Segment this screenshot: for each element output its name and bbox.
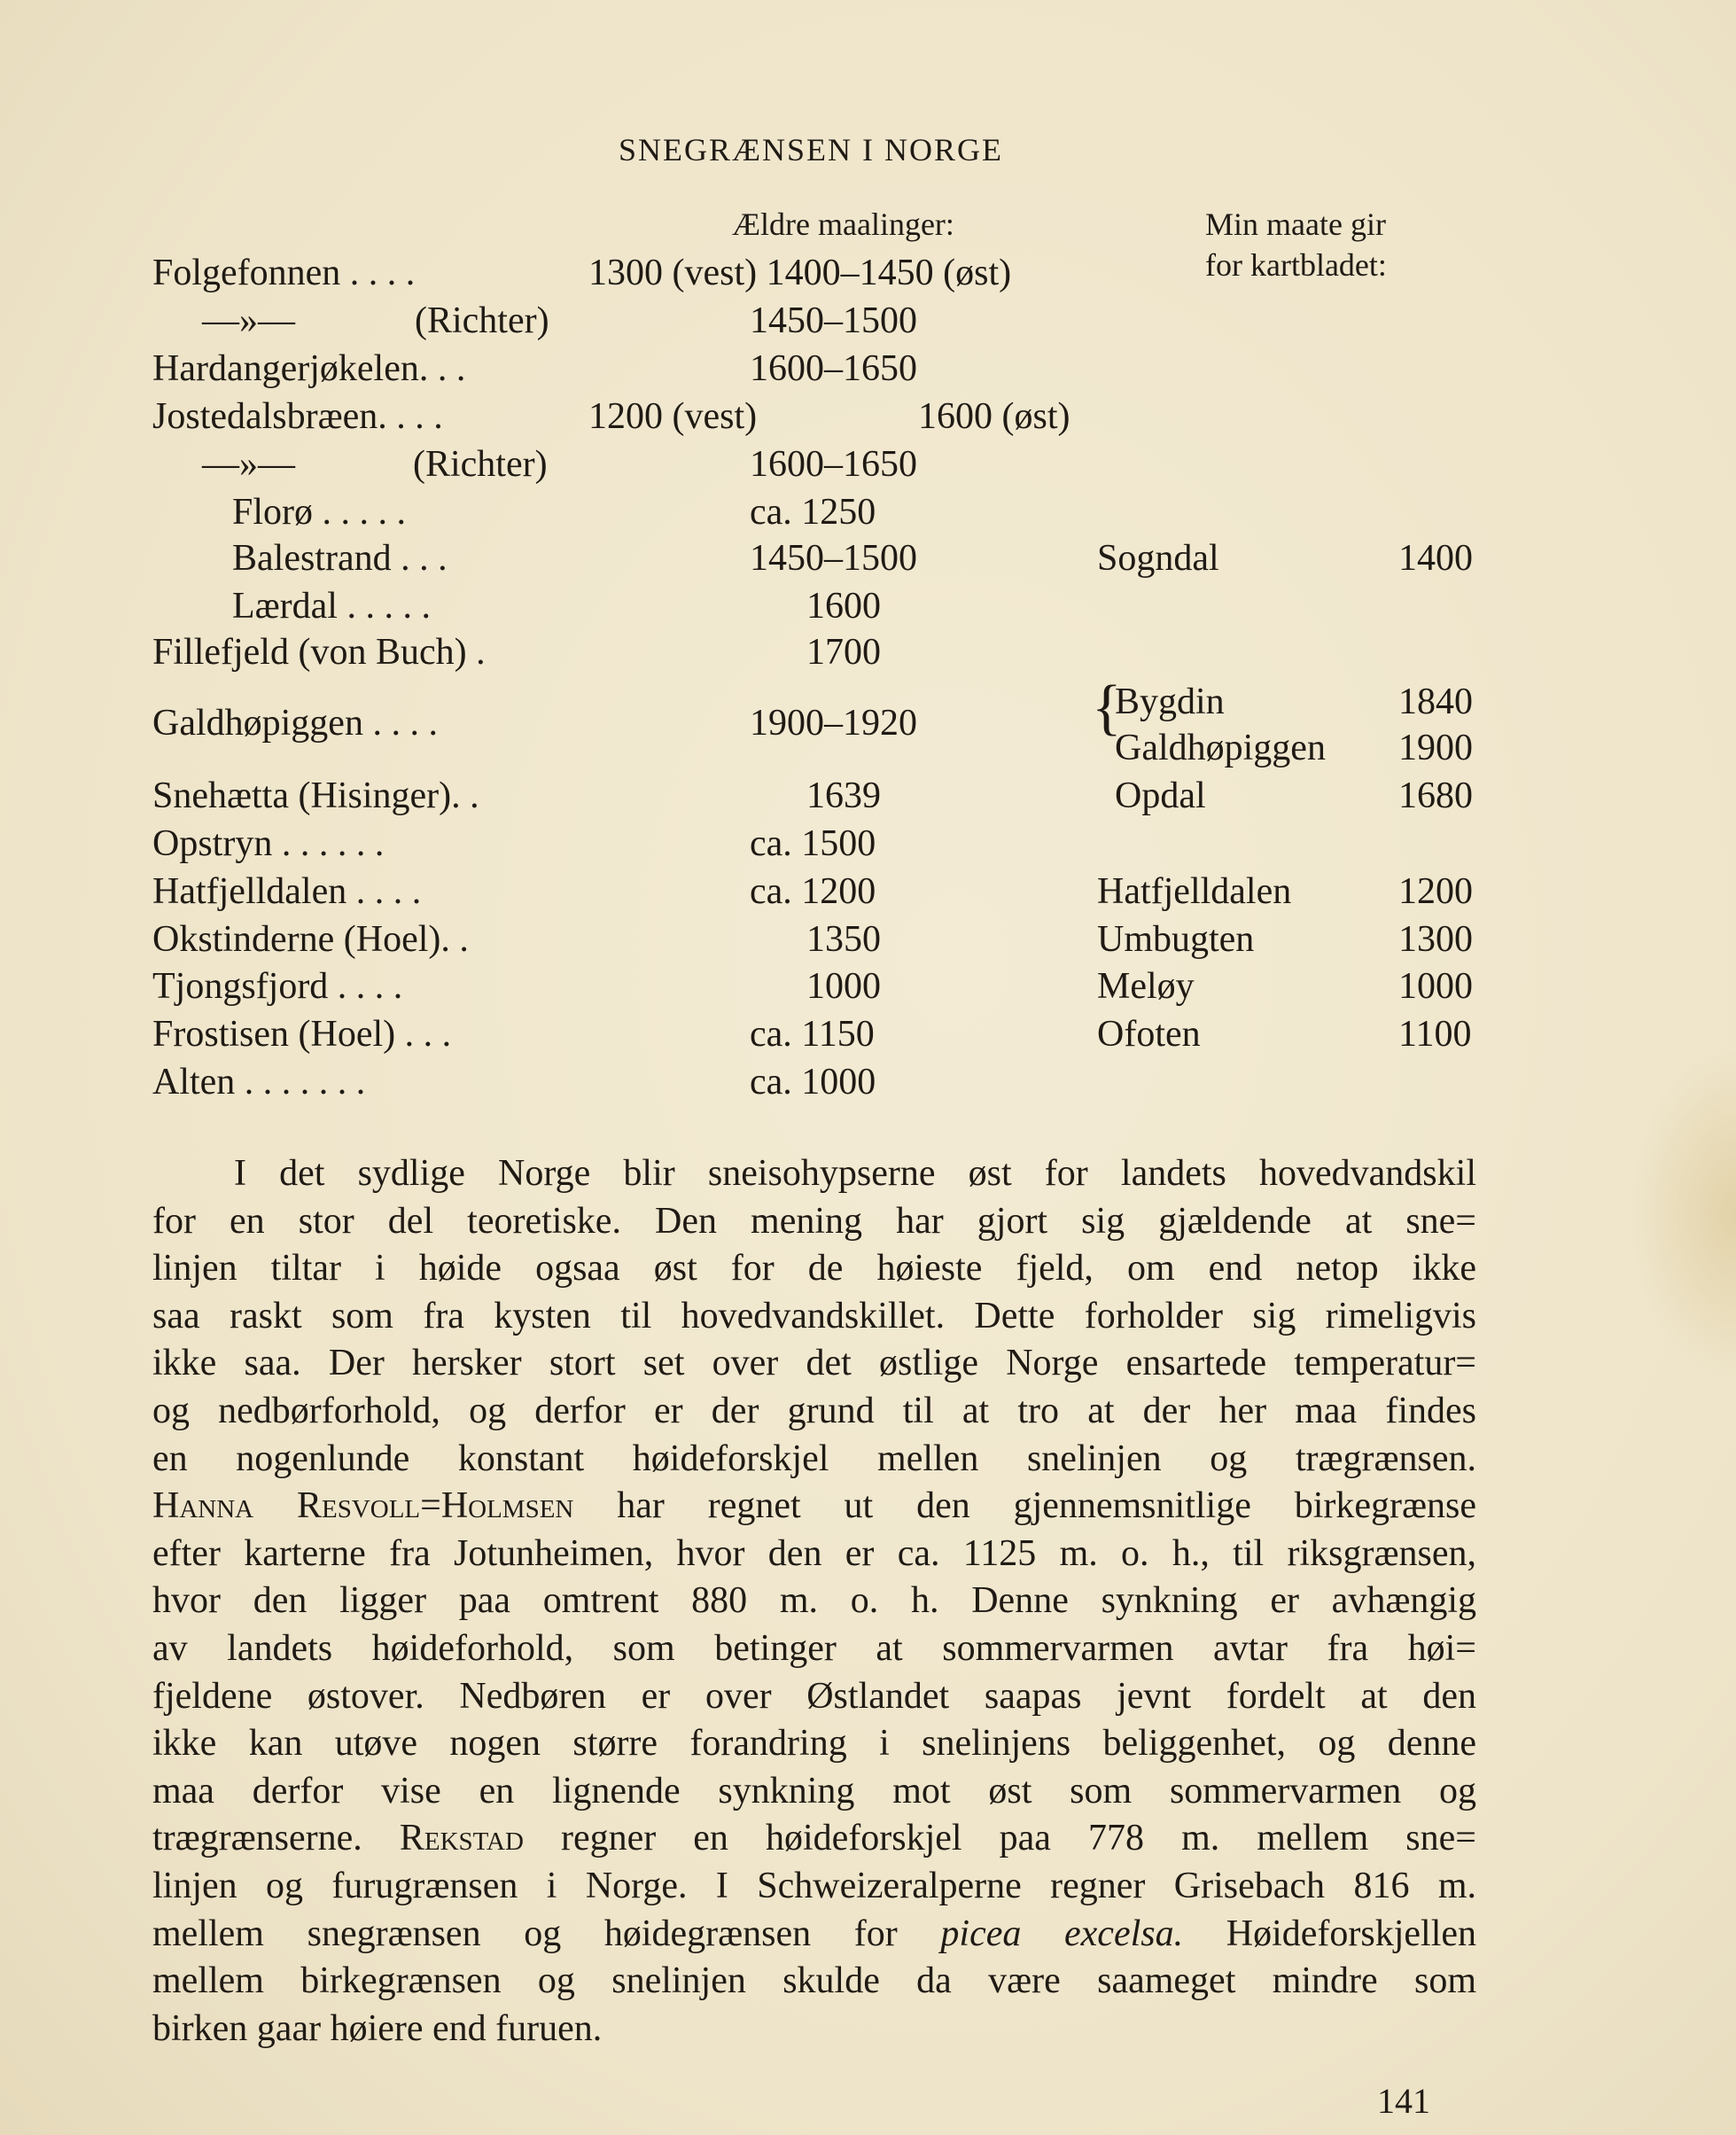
row-name: Opstryn . . . . . . xyxy=(152,823,385,864)
text-line: linjen og furugrænsen i Norge. I Schweizeralperne regner Grisebach 816 m. xyxy=(152,1865,1476,1906)
row-mine-place: Opdal xyxy=(1115,775,1206,816)
row-old-value: ca. 1250 xyxy=(750,492,876,533)
row-name: Lærdal . . . . . xyxy=(232,586,431,627)
row-mine-value: 1200 xyxy=(1398,871,1473,912)
row-name: —»— xyxy=(202,300,295,341)
body-paragraph xyxy=(152,1150,1476,2053)
text-fragment: regner en høideforskjel paa 778 m. mellem sne= xyxy=(523,1818,1476,1859)
row-name: Galdhøpiggen . . . . xyxy=(152,703,438,744)
row-old-value: 1350 xyxy=(806,919,881,960)
text-line xyxy=(152,1815,1476,1863)
brace-icon: { xyxy=(1092,674,1122,742)
text-line: hvor den ligger paa omtrent 880 m. o. h. Denne synkning er avhængig xyxy=(152,1580,1476,1622)
row-name: Alten . . . . . . . xyxy=(152,1062,366,1103)
row-name: Folgefonnen . . . . xyxy=(152,253,416,293)
row-mine-value: 1100 xyxy=(1398,1014,1472,1055)
text-line: av landets høideforhold, som betinger at sommervarmen avtar fra høi= xyxy=(152,1627,1476,1669)
text-fragment: mellem snegrænsen og høidegrænsen for xyxy=(152,1913,941,1954)
row-name: Frostisen (Hoel) . . . xyxy=(152,1014,452,1055)
row-old-value: 1600–1650 xyxy=(750,444,917,485)
text-line: ikke saa. Der hersker stort set over det østlige Norge ensartede temperatur= xyxy=(152,1343,1476,1384)
text-line: ikke kan utøve nogen større forandring i snelinjens beliggenhet, og denne xyxy=(152,1723,1476,1765)
text-fragment: Høideforskjellen xyxy=(1183,1913,1477,1954)
row-old-value: ca. 1200 xyxy=(750,871,876,912)
text-line: efter karterne fra Jotunheimen, hvor den er ca. 1125 m. o. h., til riksgrænsen, xyxy=(152,1532,1476,1574)
row-old-value: 1639 xyxy=(806,775,881,816)
row-old-value: 1600 xyxy=(806,586,881,627)
text-fragment: har regnet ut den gjennemsnitlige birkegrænse xyxy=(573,1485,1476,1527)
row-mine-place: Meløy xyxy=(1097,966,1195,1007)
text-line: birken gaar høiere end furuen. xyxy=(152,2007,603,2049)
row-name: Balestrand . . . xyxy=(232,538,448,579)
text-line: en nogenlunde konstant høideforskjel mellen snelinjen og trægrænsen. xyxy=(152,1438,1476,1479)
row-mine-value: 1400 xyxy=(1398,538,1473,579)
row-old-value-a: 1200 (vest) xyxy=(588,396,758,437)
text-line: saa raskt som fra kysten til hovedvandskillet. Dette forholder sig rimeligvis xyxy=(152,1295,1476,1336)
row-mine-value: 1300 xyxy=(1398,919,1473,960)
text-line: for en stor del teoretiske. Den mening har gjort sig gjældende at sne= xyxy=(152,1200,1476,1242)
row-old-value: 1450–1500 xyxy=(750,300,917,341)
row-name: Fillefjeld (von Buch) . xyxy=(152,632,486,673)
row-mine-value: 1840 xyxy=(1398,682,1473,722)
row-name: —»— xyxy=(202,444,295,485)
author-name: Hanna Resvoll=Holmsen xyxy=(152,1485,574,1527)
row-name: Jostedalsbræen. . . . xyxy=(152,396,443,437)
row-old-value: 1600–1650 xyxy=(750,348,917,389)
row-old-value: 1900–1920 xyxy=(750,703,917,744)
running-header: SNEGRÆNSEN I NORGE xyxy=(618,132,1004,168)
paper-stain xyxy=(1630,1046,1736,1383)
row-mine-value: 1900 xyxy=(1398,728,1473,768)
text-line: og nedbørforhold, og derfor er der grund til at tro at der her maa findes xyxy=(152,1390,1476,1431)
row-mine-value: 1000 xyxy=(1398,966,1473,1007)
row-old-value: 1450–1500 xyxy=(750,538,917,579)
text-line xyxy=(152,1911,1476,1959)
row-name: Hardangerjøkelen. . . xyxy=(152,348,466,389)
row-mine-place: Bygdin xyxy=(1115,682,1225,722)
row-name: Snehætta (Hisinger). . xyxy=(152,775,479,816)
text-line: maa derfor vise en lignende synkning mot øst som sommervarmen og xyxy=(152,1770,1476,1812)
row-mine-place: Umbugten xyxy=(1097,919,1255,960)
row-name: Tjongsfjord . . . . xyxy=(152,966,403,1007)
row-old-value: 1300 (vest) 1400–1450 (øst) xyxy=(588,253,1012,293)
row-old-value: ca. 1000 xyxy=(750,1062,876,1103)
row-old-value: 1700 xyxy=(806,632,881,673)
text-fragment: trægrænserne. xyxy=(152,1818,400,1859)
column-header-mine-1: Min maate gir xyxy=(1205,206,1386,242)
row-name: Hatfjelldalen . . . . xyxy=(152,871,422,912)
row-mine-place: Ofoten xyxy=(1097,1014,1201,1055)
row-mine-place: Galdhøpiggen xyxy=(1115,728,1326,768)
column-header-older: Ældre maalinger: xyxy=(732,206,954,242)
row-name: Florø . . . . . xyxy=(232,492,407,533)
row-mine-place: Hatfjelldalen xyxy=(1097,871,1292,912)
row-mine-place: Sogndal xyxy=(1097,538,1219,579)
row-note: (Richter) xyxy=(415,300,549,341)
row-old-value-b: 1600 (øst) xyxy=(918,396,1070,437)
species-name: picea excelsa. xyxy=(940,1913,1184,1954)
text-line: linjen tiltar i høide ogsaa øst for de høieste fjeld, om end netop ikke xyxy=(152,1248,1476,1290)
text-line xyxy=(152,1483,1476,1531)
row-note: (Richter) xyxy=(413,444,548,485)
row-old-value: ca. 1150 xyxy=(750,1014,875,1055)
author-name: Rekstad xyxy=(399,1818,524,1859)
text-line: I det sydlige Norge blir sneisohypserne øst for landets hovedvandskil xyxy=(234,1153,1476,1194)
text-line: mellem birkegrænsen og snelinjen skulde da være saameget mindre som xyxy=(152,1960,1476,2002)
row-name: Okstinderne (Hoel). . xyxy=(152,919,469,960)
text-line: fjeldene østover. Nedbøren er over Østlandet saapas jevnt fordelt at den xyxy=(152,1675,1476,1717)
column-header-mine-2: for kartbladet: xyxy=(1205,247,1387,283)
row-mine-value: 1680 xyxy=(1398,775,1473,816)
row-old-value: 1000 xyxy=(806,966,881,1007)
page-number: 141 xyxy=(1377,2081,1430,2121)
row-old-value: ca. 1500 xyxy=(750,823,876,864)
